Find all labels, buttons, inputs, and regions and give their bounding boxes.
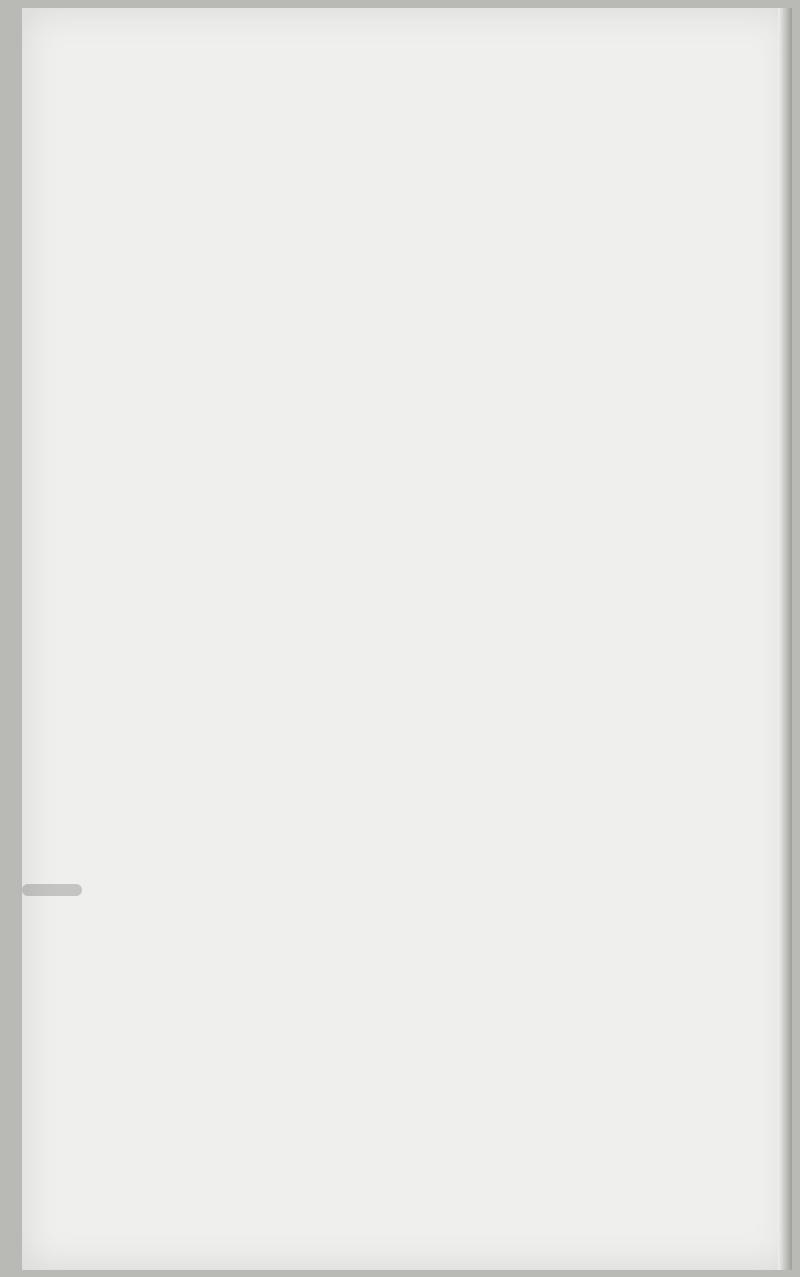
drop-cap — [58, 1043, 108, 1115]
page-smudge — [22, 884, 82, 896]
running-header — [58, 44, 738, 88]
book-page — [22, 8, 792, 1270]
page-edge-shadow — [778, 8, 792, 1270]
